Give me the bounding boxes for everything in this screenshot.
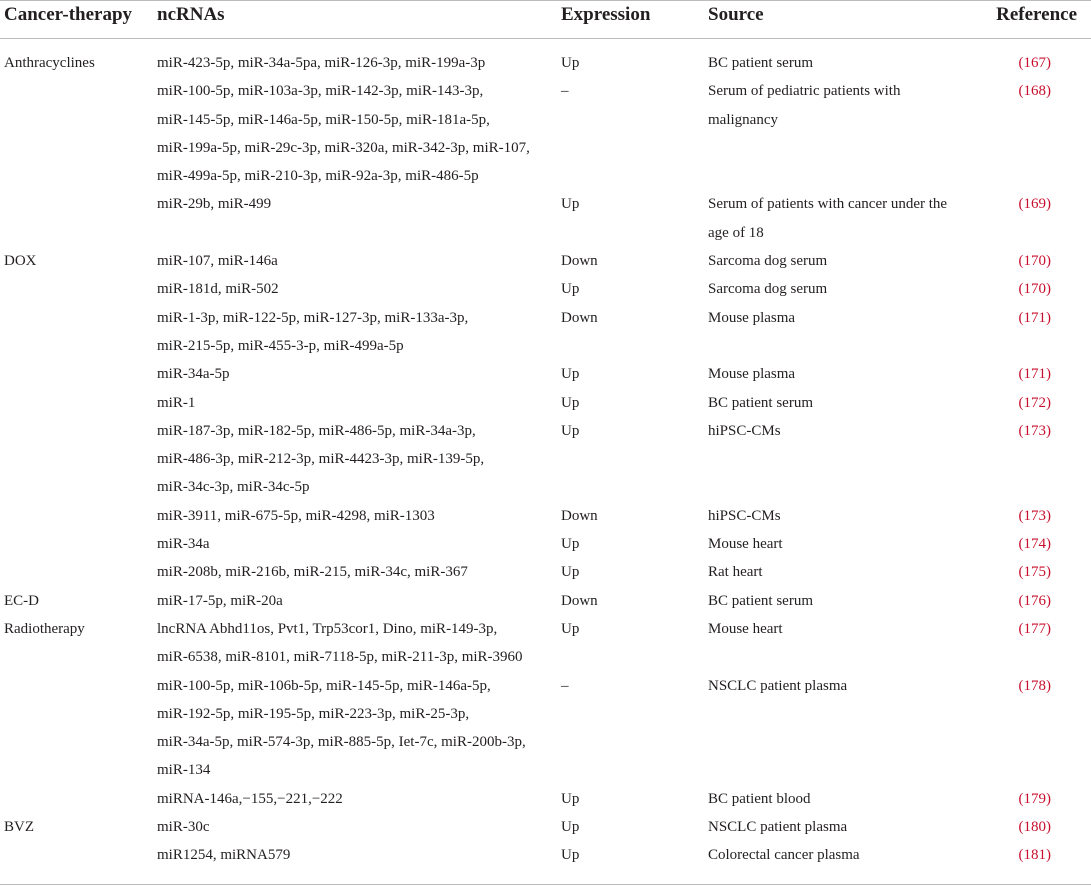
reference-link[interactable]: (171) (1018, 309, 1051, 326)
cell-source-line: Colorectal cancer plasma (708, 847, 860, 864)
cell-ncrnas (157, 841, 537, 869)
cell-ncrnas (157, 502, 537, 530)
cell-ncrnas-line: miR-208b, miR-216b, miR-215, miR-34c, miR-367 (157, 564, 468, 581)
cell-ncrnas-line: miR-145-5p, miR-146a-5p, miR-150-5p, miR-181a-5p, (157, 111, 490, 128)
reference-link[interactable]: (179) (1018, 790, 1051, 807)
reference-link[interactable]: (178) (1018, 677, 1051, 694)
reference-link[interactable]: (173) (1018, 422, 1051, 439)
cell-ncrnas-line: miR-486-3p, miR-212-3p, miR-4423-3p, miR-139-5p, (157, 451, 485, 468)
cell-ncrnas (157, 672, 537, 785)
cell-ncrnas-line: miR-192-5p, miR-195-5p, miR-223-3p, miR-25-3p, (157, 705, 470, 722)
cell-ncrnas-line: miR-134 (157, 762, 211, 779)
table-row (0, 615, 1091, 672)
cell-expression: Down (561, 507, 598, 524)
cell-source (708, 558, 978, 586)
reference-link[interactable]: (174) (1018, 536, 1051, 553)
table-row (0, 77, 1091, 190)
reference-link[interactable]: (167) (1018, 55, 1051, 71)
cell-ncrnas (157, 389, 537, 417)
cell-ncrnas-line: miR-199a-5p, miR-29c-3p, miR-320a, miR-342-3p, miR-107, (157, 139, 530, 156)
cell-cancer-therapy: Radiotherapy (4, 620, 85, 637)
reference-link[interactable]: (176) (1018, 592, 1051, 609)
table-row (0, 275, 1091, 303)
cell-source (708, 389, 978, 417)
cell-ncrnas (157, 417, 537, 502)
cell-source (708, 841, 978, 869)
cell-expression: Up (561, 620, 580, 637)
cell-ncrnas-line: miR-29b, miR-499 (157, 196, 272, 213)
cell-ncrnas (157, 785, 537, 813)
reference-link[interactable]: (168) (1018, 83, 1051, 100)
cell-ncrnas-line: miR-181d, miR-502 (157, 281, 279, 298)
cell-ncrnas (157, 275, 537, 303)
cell-expression: – (561, 677, 569, 694)
cell-cancer-therapy: DOX (4, 253, 37, 270)
reference-link[interactable]: (173) (1018, 507, 1051, 524)
cell-source (708, 530, 978, 558)
cell-ncrnas-line: miR-3911, miR-675-5p, miR-4298, miR-1303 (157, 507, 435, 524)
cell-source (708, 615, 978, 643)
reference-link[interactable]: (170) (1018, 253, 1051, 270)
top-rule (0, 0, 1091, 1)
reference-link[interactable]: (171) (1018, 366, 1051, 383)
cell-ncrnas (157, 813, 537, 841)
cell-expression: Up (561, 366, 580, 383)
cell-source (708, 417, 978, 445)
cell-ncrnas-line: lncRNA Abhd11os, Pvt1, Trp53cor1, Dino, miR-149-3p, (157, 620, 498, 637)
reference-link[interactable]: (181) (1018, 847, 1051, 864)
cell-ncrnas (157, 558, 537, 586)
cell-source-line: Mouse heart (708, 620, 783, 637)
cell-source (708, 502, 978, 530)
cell-ncrnas-line: miR-30c (157, 819, 210, 836)
cell-expression: – (561, 83, 569, 100)
cell-ncrnas (157, 49, 537, 77)
table-row (0, 558, 1091, 586)
cell-ncrnas-line: miR-34a-5p, miR-574-3p, miR-885-5p, Iet-7c, miR-200b-3p, (157, 734, 526, 751)
cell-ncrnas-line: miR-1 (157, 394, 196, 411)
cell-ncrnas (157, 190, 537, 218)
table-row (0, 672, 1091, 785)
cell-ncrnas (157, 360, 537, 388)
cell-source (708, 587, 978, 615)
reference-link[interactable]: (175) (1018, 564, 1051, 581)
cell-expression: Up (561, 536, 580, 553)
header-reference: Reference (996, 4, 1077, 25)
cell-source-line: BC patient serum (708, 394, 813, 411)
bottom-rule (0, 884, 1091, 885)
cell-source-line: BC patient serum (708, 592, 813, 609)
cell-expression: Up (561, 281, 580, 298)
table-row (0, 417, 1091, 502)
cell-expression: Up (561, 564, 580, 581)
header-ncrnas: ncRNAs (157, 4, 225, 25)
cell-source-line: Mouse heart (708, 536, 783, 553)
header-expression: Expression (561, 4, 651, 25)
cell-source (708, 360, 978, 388)
cell-source-line: hiPSC-CMs (708, 507, 781, 524)
cell-source-line: Sarcoma dog serum (708, 281, 828, 298)
table-row (0, 190, 1091, 247)
cell-source-line: Serum of patients with cancer under the (708, 196, 948, 213)
cell-source (708, 49, 978, 77)
cell-expression: Up (561, 196, 580, 213)
cell-ncrnas-line: miR-187-3p, miR-182-5p, miR-486-5p, miR-34a-3p, (157, 422, 476, 439)
table-row (0, 247, 1091, 275)
table-body (0, 49, 1091, 870)
cell-expression: Up (561, 394, 580, 411)
cell-cancer-therapy: Anthracyclines (4, 55, 95, 71)
cell-source (708, 247, 978, 275)
cell-ncrnas (157, 247, 537, 275)
table-row (0, 360, 1091, 388)
cell-source-line: Serum of pediatric patients with (708, 83, 901, 100)
reference-link[interactable]: (170) (1018, 281, 1051, 298)
cell-source (708, 785, 978, 813)
cell-ncrnas-line: miR-100-5p, miR-106b-5p, miR-145-5p, miR-146a-5p, (157, 677, 491, 694)
cell-source (708, 77, 978, 134)
table-row (0, 304, 1091, 361)
table-row (0, 813, 1091, 841)
cell-ncrnas-line: miR-34a (157, 536, 210, 553)
cell-source (708, 304, 978, 332)
cell-expression: Up (561, 819, 580, 836)
cell-expression: Up (561, 790, 580, 807)
cell-cancer-therapy: EC-D (4, 592, 39, 609)
cell-source (708, 813, 978, 841)
cell-expression: Up (561, 422, 580, 439)
cell-source-line: BC patient serum (708, 55, 813, 71)
cell-ncrnas-line: miR-34c-3p, miR-34c-5p (157, 479, 310, 496)
cell-ncrnas (157, 587, 537, 615)
cell-source-line: age of 18 (708, 224, 764, 241)
table-row (0, 49, 1091, 77)
table-row (0, 841, 1091, 869)
cell-ncrnas (157, 304, 537, 361)
cell-ncrnas (157, 77, 537, 190)
cell-ncrnas-line: miR-499a-5p, miR-210-3p, miR-92a-3p, miR-486-5p (157, 168, 479, 185)
reference-link[interactable]: (169) (1018, 196, 1051, 213)
cell-source (708, 275, 978, 303)
cell-source (708, 672, 978, 700)
reference-link[interactable]: (177) (1018, 620, 1051, 637)
cell-source-line: NSCLC patient plasma (708, 677, 848, 694)
cell-source-line: Mouse plasma (708, 366, 796, 383)
cell-ncrnas-line: miR-423-5p, miR-34a-5pa, miR-126-3p, miR-199a-3p (157, 55, 486, 71)
cell-source-line: BC patient blood (708, 790, 811, 807)
cell-ncrnas-line: miR-215-5p, miR-455-3-p, miR-499a-5p (157, 337, 404, 354)
cell-ncrnas-line: miR-1-3p, miR-122-5p, miR-127-3p, miR-133a-3p, (157, 309, 469, 326)
cell-source-line: Rat heart (708, 564, 763, 581)
table-row (0, 530, 1091, 558)
cell-ncrnas-line: miR1254, miRNA579 (157, 847, 291, 864)
cell-source-line: Sarcoma dog serum (708, 253, 828, 270)
cell-expression: Down (561, 253, 598, 270)
cell-ncrnas (157, 615, 537, 672)
cell-ncrnas-line: miR-34a-5p (157, 366, 230, 383)
header-cancer-therapy: Cancer-therapy (4, 4, 133, 25)
cell-ncrnas-line: miR-107, miR-146a (157, 253, 278, 270)
cell-source-line: hiPSC-CMs (708, 422, 781, 439)
reference-link[interactable]: (180) (1018, 819, 1051, 836)
cell-ncrnas-line: miR-6538, miR-8101, miR-7118-5p, miR-211-3p, miR-3960 (157, 649, 523, 666)
reference-link[interactable]: (172) (1018, 394, 1051, 411)
cell-ncrnas (157, 530, 537, 558)
cell-ncrnas-line: miR-100-5p, miR-103a-3p, miR-142-3p, miR-143-3p, (157, 83, 484, 100)
cell-expression: Up (561, 847, 580, 864)
cell-cancer-therapy: BVZ (4, 819, 34, 836)
cell-source-line: NSCLC patient plasma (708, 819, 848, 836)
cell-source (708, 190, 978, 247)
table-row (0, 389, 1091, 417)
table-row (0, 587, 1091, 615)
cell-expression: Up (561, 55, 580, 71)
cell-ncrnas-line: miR-17-5p, miR-20a (157, 592, 283, 609)
header-rule (0, 38, 1091, 39)
table-row (0, 502, 1091, 530)
cell-source-line: Mouse plasma (708, 309, 796, 326)
cell-expression: Down (561, 309, 598, 326)
table-row (0, 785, 1091, 813)
cell-source-line: malignancy (708, 111, 778, 128)
header-source: Source (708, 4, 764, 25)
cell-ncrnas-line: miRNA-146a,−155,−221,−222 (157, 790, 343, 807)
cell-expression: Down (561, 592, 598, 609)
